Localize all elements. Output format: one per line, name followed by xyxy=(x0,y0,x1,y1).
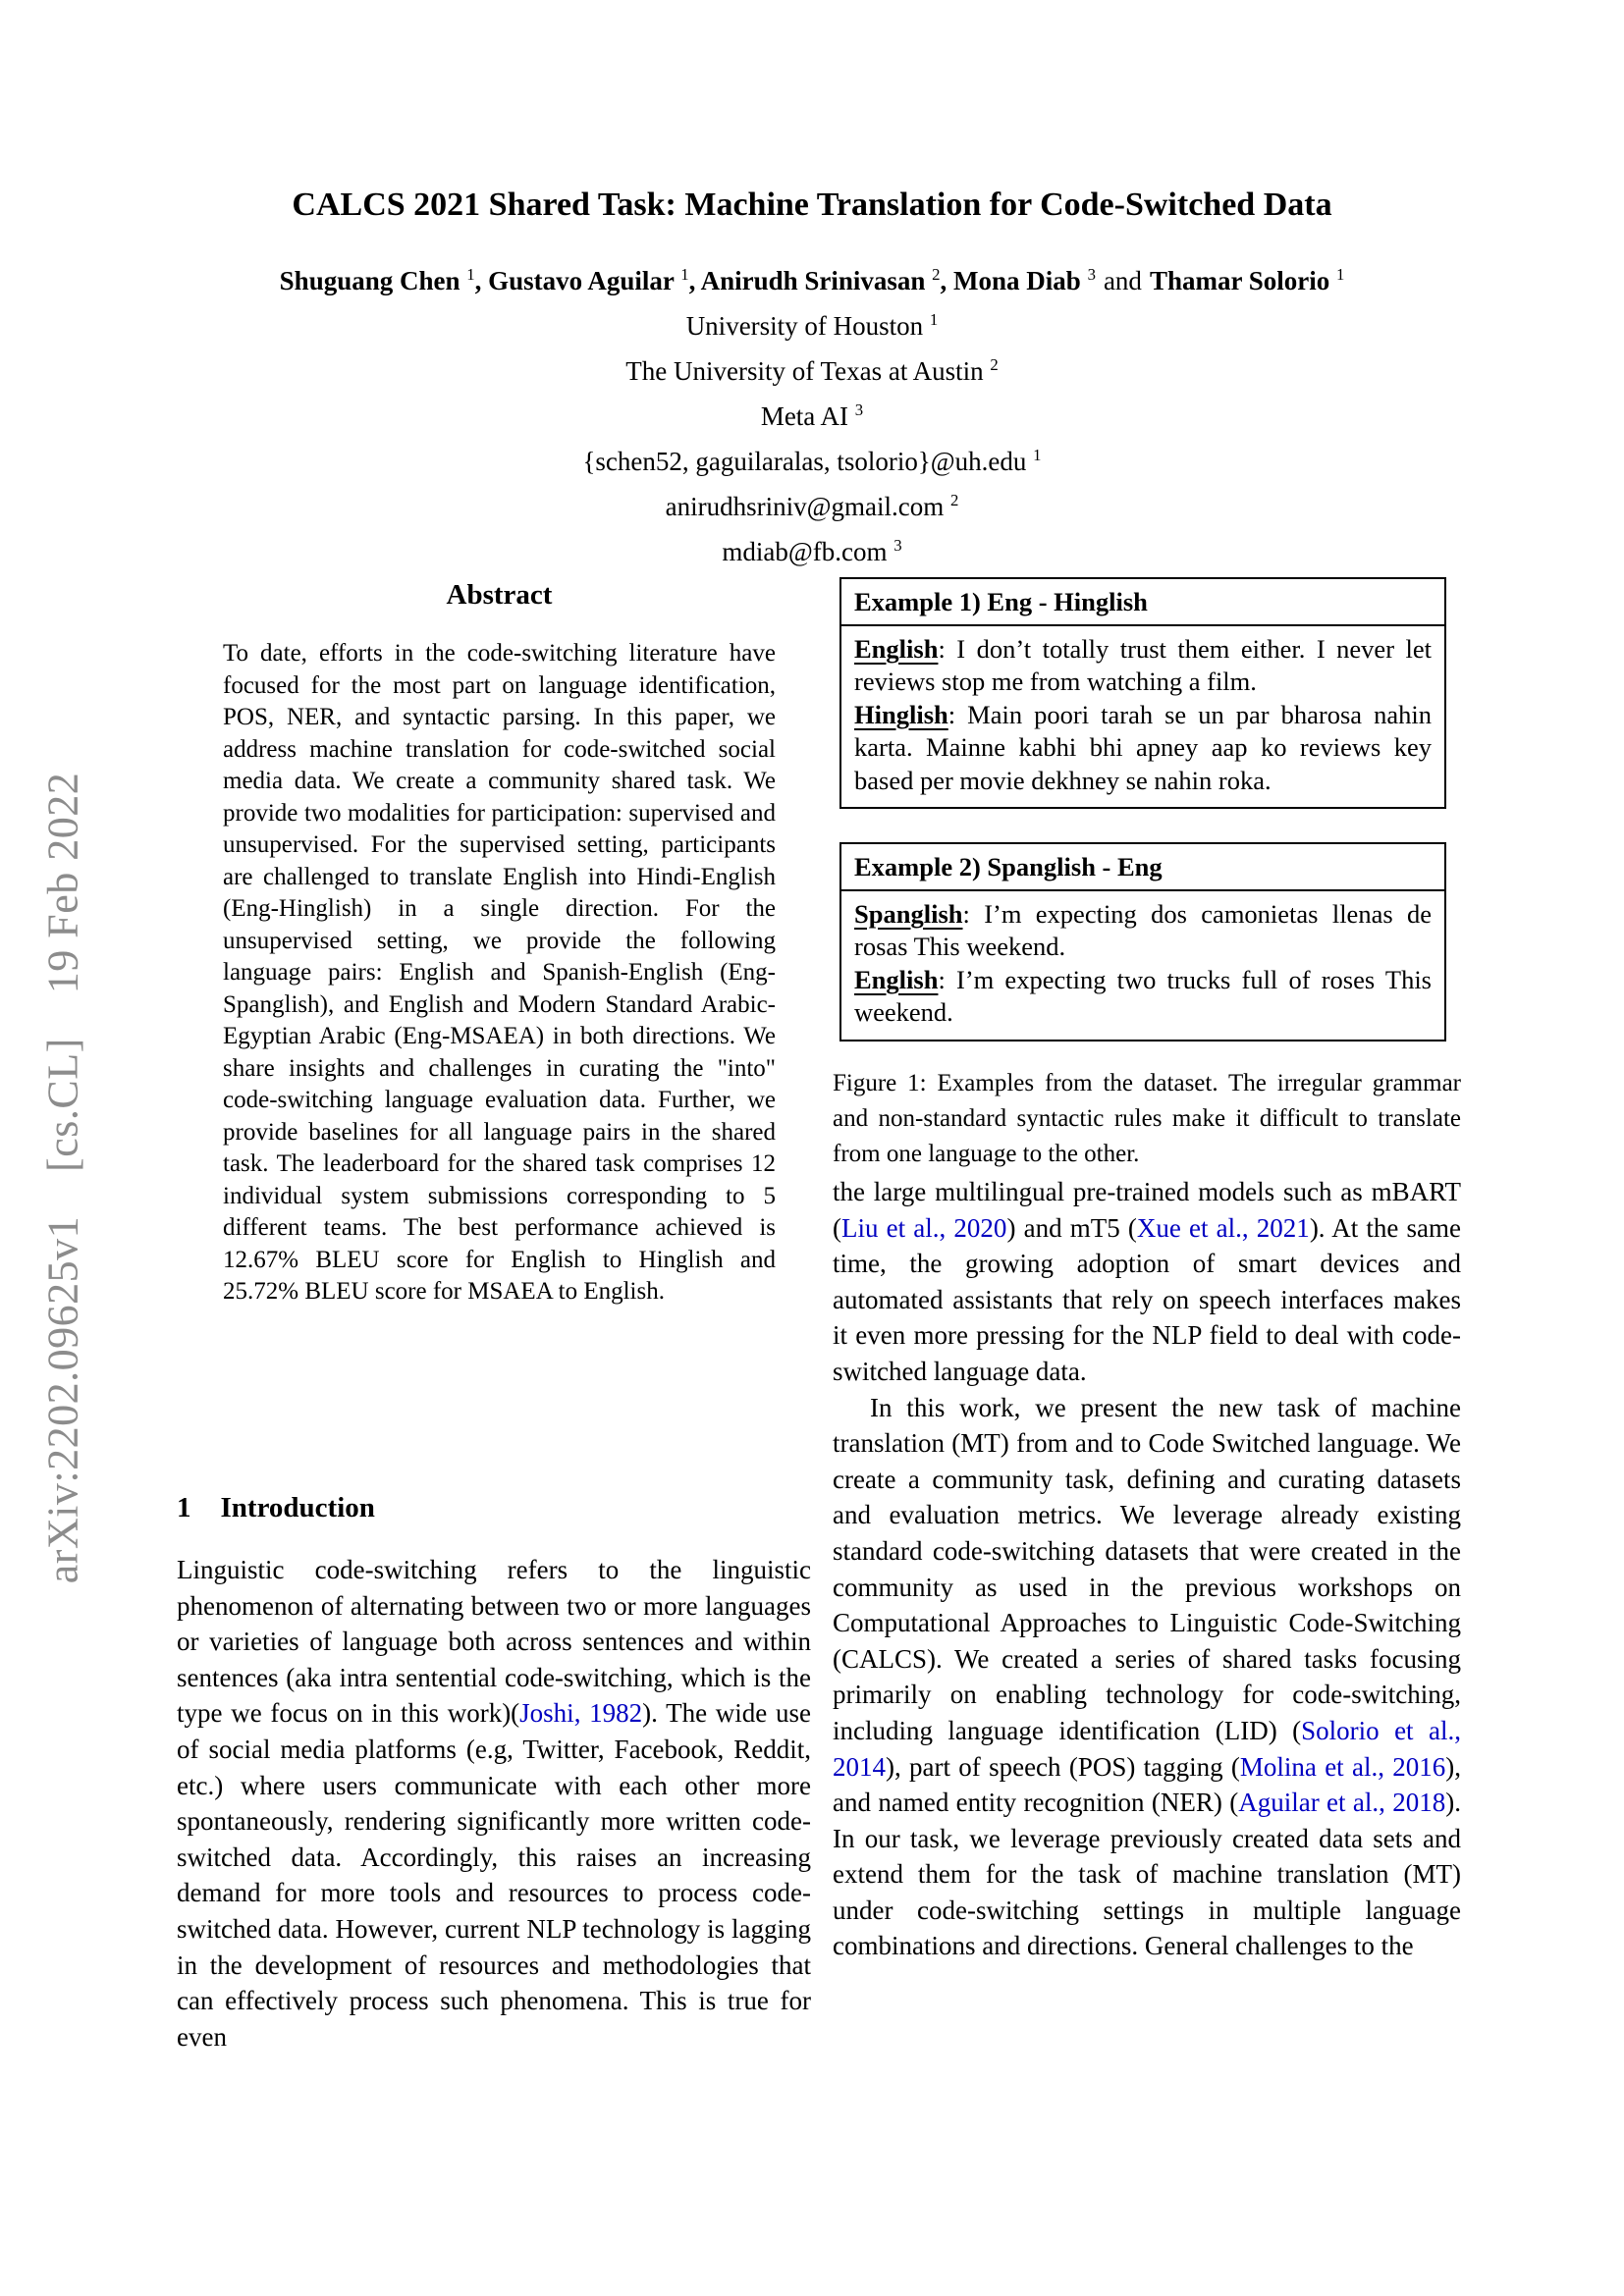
figure-example-box-1 xyxy=(839,577,1446,809)
text-segment: ) and mT5 ( xyxy=(1006,1212,1137,1243)
text-segment: Linguistic code-switching refers to the linguistic phenomenon of alternating between two or more languages or varieties of language both across sentences and within sentences (aka intra sentential code-switching, which is the type we focus on in this work)( xyxy=(177,1555,811,1729)
example-box-body xyxy=(841,626,1444,808)
text-segment: ), part of speech (POS) tagging ( xyxy=(886,1751,1240,1782)
text-segment: 2 xyxy=(932,265,941,284)
example-text: : I’m expecting two trucks full of roses This weekend. xyxy=(854,964,1432,1027)
text-segment: 3 xyxy=(1087,265,1096,284)
citation-link[interactable]: Aguilar et al., 2018 xyxy=(1238,1788,1446,1818)
affiliation-line xyxy=(0,391,1624,436)
figure-example-box-2 xyxy=(839,842,1446,1041)
figure-1-caption: Figure 1: Examples from the dataset. The irregular grammar and non-standard syntactic rules make it difficult to translate from one language to the other. xyxy=(833,1070,1461,1167)
text-segment: In this work, we present the new task of machine translation (MT) from and to Code Switched language. We create a community task, defining and curating datasets and evaluation metrics. We leverage already existing standard code-switching datasets that were created in the community as used in the previous workshops on Computational Approaches to Linguistic Code-Switching (CALCS). We created a series of shared tasks focusing primarily on enabling technology for code-switching, including language identification (LID) ( xyxy=(833,1392,1461,1745)
example-text: : I don’t totally trust them either. I never let reviews stop me from watching a film. xyxy=(854,633,1432,696)
affiliation-text: Meta AI xyxy=(760,401,855,431)
citation-link[interactable]: Liu et al., 2020 xyxy=(841,1212,1007,1243)
affiliation-text: University of Houston xyxy=(685,311,930,341)
text-segment: ), and named entity recognition (NER) ( xyxy=(833,1751,1461,1818)
example-row xyxy=(854,898,1432,964)
section-title: Introduction xyxy=(220,1492,375,1523)
section-number: 1 xyxy=(177,1492,191,1523)
right-column-text xyxy=(833,1174,1461,1964)
example-text: : Main poori tarah se un par bharosa nahin karta. Mainne kabhi bhi apney aap ko reviews key based per movie dekhney se nahin roka. xyxy=(854,699,1432,795)
paper-title: CALCS 2021 Shared Task: Machine Translation for Code-Switched Data xyxy=(292,187,1332,223)
email-sup: 2 xyxy=(949,491,959,509)
affiliation-text: The University of Texas at Austin xyxy=(625,356,991,386)
example-row xyxy=(854,964,1432,1030)
affiliation-line xyxy=(0,300,1624,346)
affiliation-sup: 3 xyxy=(854,400,864,419)
example-box-title: Example 2) Spanglish - Eng xyxy=(841,844,1444,891)
text-segment: , xyxy=(688,266,701,295)
citation-link[interactable]: Solorio et al., 2014 xyxy=(833,1715,1461,1782)
introduction-paragraph xyxy=(177,1552,811,2055)
text-segment: Thamar Solorio xyxy=(1149,266,1336,295)
email-text: mdiab@fb.com xyxy=(722,537,894,566)
text-segment: the large multilingual pre-trained models such as mBART ( xyxy=(833,1177,1461,1243)
text-segment: Gustavo Aguilar xyxy=(488,266,681,295)
language-label: English xyxy=(854,633,939,664)
email-text: {schen52, gaguilaralas, tsolorio}@uh.edu xyxy=(582,447,1034,476)
email-sup: 1 xyxy=(1033,446,1042,464)
body-paragraph xyxy=(833,1174,1461,1390)
email-line xyxy=(0,481,1624,526)
language-label: Hinglish xyxy=(854,699,948,729)
email-text: anirudhsriniv@gmail.com xyxy=(665,492,950,521)
citation-link[interactable]: Joshi, 1982 xyxy=(519,1698,643,1729)
email-line xyxy=(0,436,1624,481)
citation-link[interactable]: Xue et al., 2021 xyxy=(1136,1212,1310,1243)
language-label: English xyxy=(854,964,939,994)
text-segment: Mona Diab xyxy=(953,266,1088,295)
example-box-title: Example 1) Eng - Hinglish xyxy=(841,579,1444,626)
abstract-heading: Abstract xyxy=(446,579,553,611)
text-segment: ). The wide use of social media platforms (e.g, Twitter, Facebook, Reddit, etc.) where users communicate with each other more spontaneously, rendering significantly more written code-switched data. Accordingly, this raises an increasing demand for more tools and resources to process code-switched data. However, current NLP technology is lagging in the development of resources and methodologies that can effectively process such phenomena. This is true for even xyxy=(177,1698,811,2052)
example-box-body xyxy=(841,891,1444,1040)
text-segment: , xyxy=(940,266,954,295)
text-segment: Shuguang Chen xyxy=(279,266,467,295)
author-line xyxy=(0,265,1624,296)
affiliation-sup: 1 xyxy=(929,310,939,329)
arxiv-watermark: arXiv:2202.09625v1 [cs.CL] 19 Feb 2022 xyxy=(38,772,87,1584)
text-segment: 1 xyxy=(680,265,689,284)
example-row xyxy=(854,699,1432,798)
email-line xyxy=(0,526,1624,571)
example-row xyxy=(854,633,1432,699)
text-segment: ). In our task, we leverage previously created data sets and extend them for the task of machine translation (MT) under code-switching settings in multiple language combinations and directions. General challenges to the xyxy=(833,1788,1461,1961)
citation-link[interactable]: Molina et al., 2016 xyxy=(1239,1751,1446,1782)
text-segment: and xyxy=(1103,266,1142,295)
affiliation-line xyxy=(0,346,1624,391)
text-segment: 1 xyxy=(466,265,475,284)
body-paragraph xyxy=(833,1390,1461,1965)
section-heading-introduction xyxy=(177,1492,375,1524)
text-segment: , xyxy=(474,266,489,295)
affiliations-block xyxy=(0,300,1624,571)
email-sup: 3 xyxy=(893,536,902,555)
example-text: : I’m expecting dos camonietas llenas de rosas This weekend. xyxy=(854,898,1432,961)
affiliation-sup: 2 xyxy=(990,355,999,374)
abstract-body: To date, efforts in the code-switching literature have focused for the most part on language identification, POS, NER, and syntactic parsing. In this paper, we address machine translation for code-switched social media data. We create a community shared task. We provide two modalities for participation: supervised and unsupervised. For the supervised setting, participants are challenged to translate English into Hindi-English (Eng-Hinglish) in a single direction. For the unsupervised setting, we provide the following language pairs: English and Spanish-English (Eng-Spanglish), and English and Modern Standard Arabic-Egyptian Arabic (Eng-MSAEA) in both directions. We share insights and challenges in curating the "into" code-switching language evaluation data. Further, we provide baselines for all language pairs in the shared task. The leaderboard for the shared task comprises 12 individual system submissions corresponding to 5 different teams. The best performance achieved is 12.67% BLEU score for English to Hinglish and 25.72% BLEU score for MSAEA to English. xyxy=(223,640,776,1305)
text-segment: 1 xyxy=(1335,265,1345,284)
language-label: Spanglish xyxy=(854,898,963,929)
text-segment: Anirudh Srinivasan xyxy=(700,266,933,295)
text-segment: ). At the same time, the growing adoption of smart devices and automated assistants that rely on speech interfaces makes it even more pressing for the NLP field to deal with code-switched language data. xyxy=(833,1212,1461,1386)
